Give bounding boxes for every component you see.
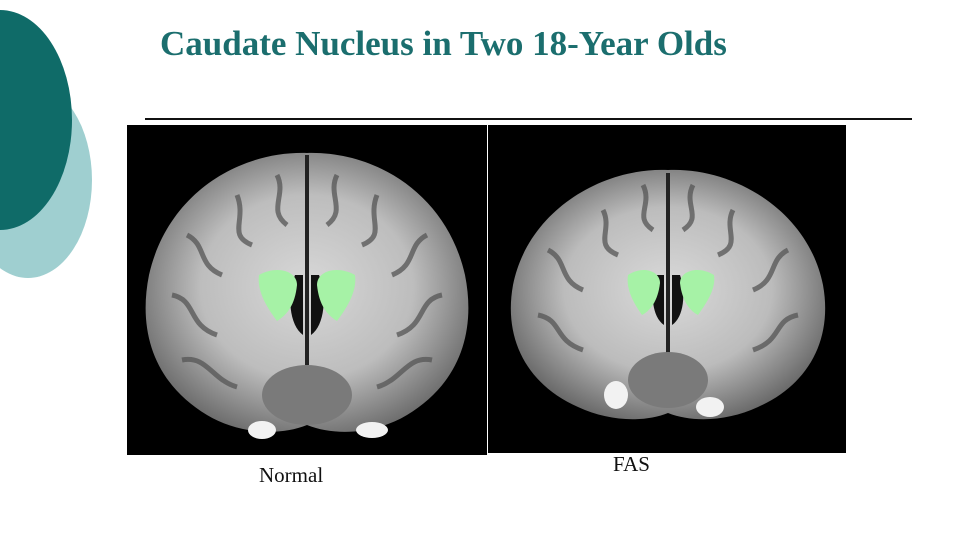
mri-scan-normal bbox=[127, 125, 487, 455]
mri-scan-fas bbox=[488, 125, 846, 453]
decorative-circles bbox=[0, 0, 110, 300]
page-title: Caudate Nucleus in Two 18-Year Olds bbox=[160, 24, 727, 63]
title-divider bbox=[145, 118, 912, 120]
caption-fas: FAS bbox=[613, 452, 650, 476]
caption-normal: Normal bbox=[259, 463, 324, 487]
